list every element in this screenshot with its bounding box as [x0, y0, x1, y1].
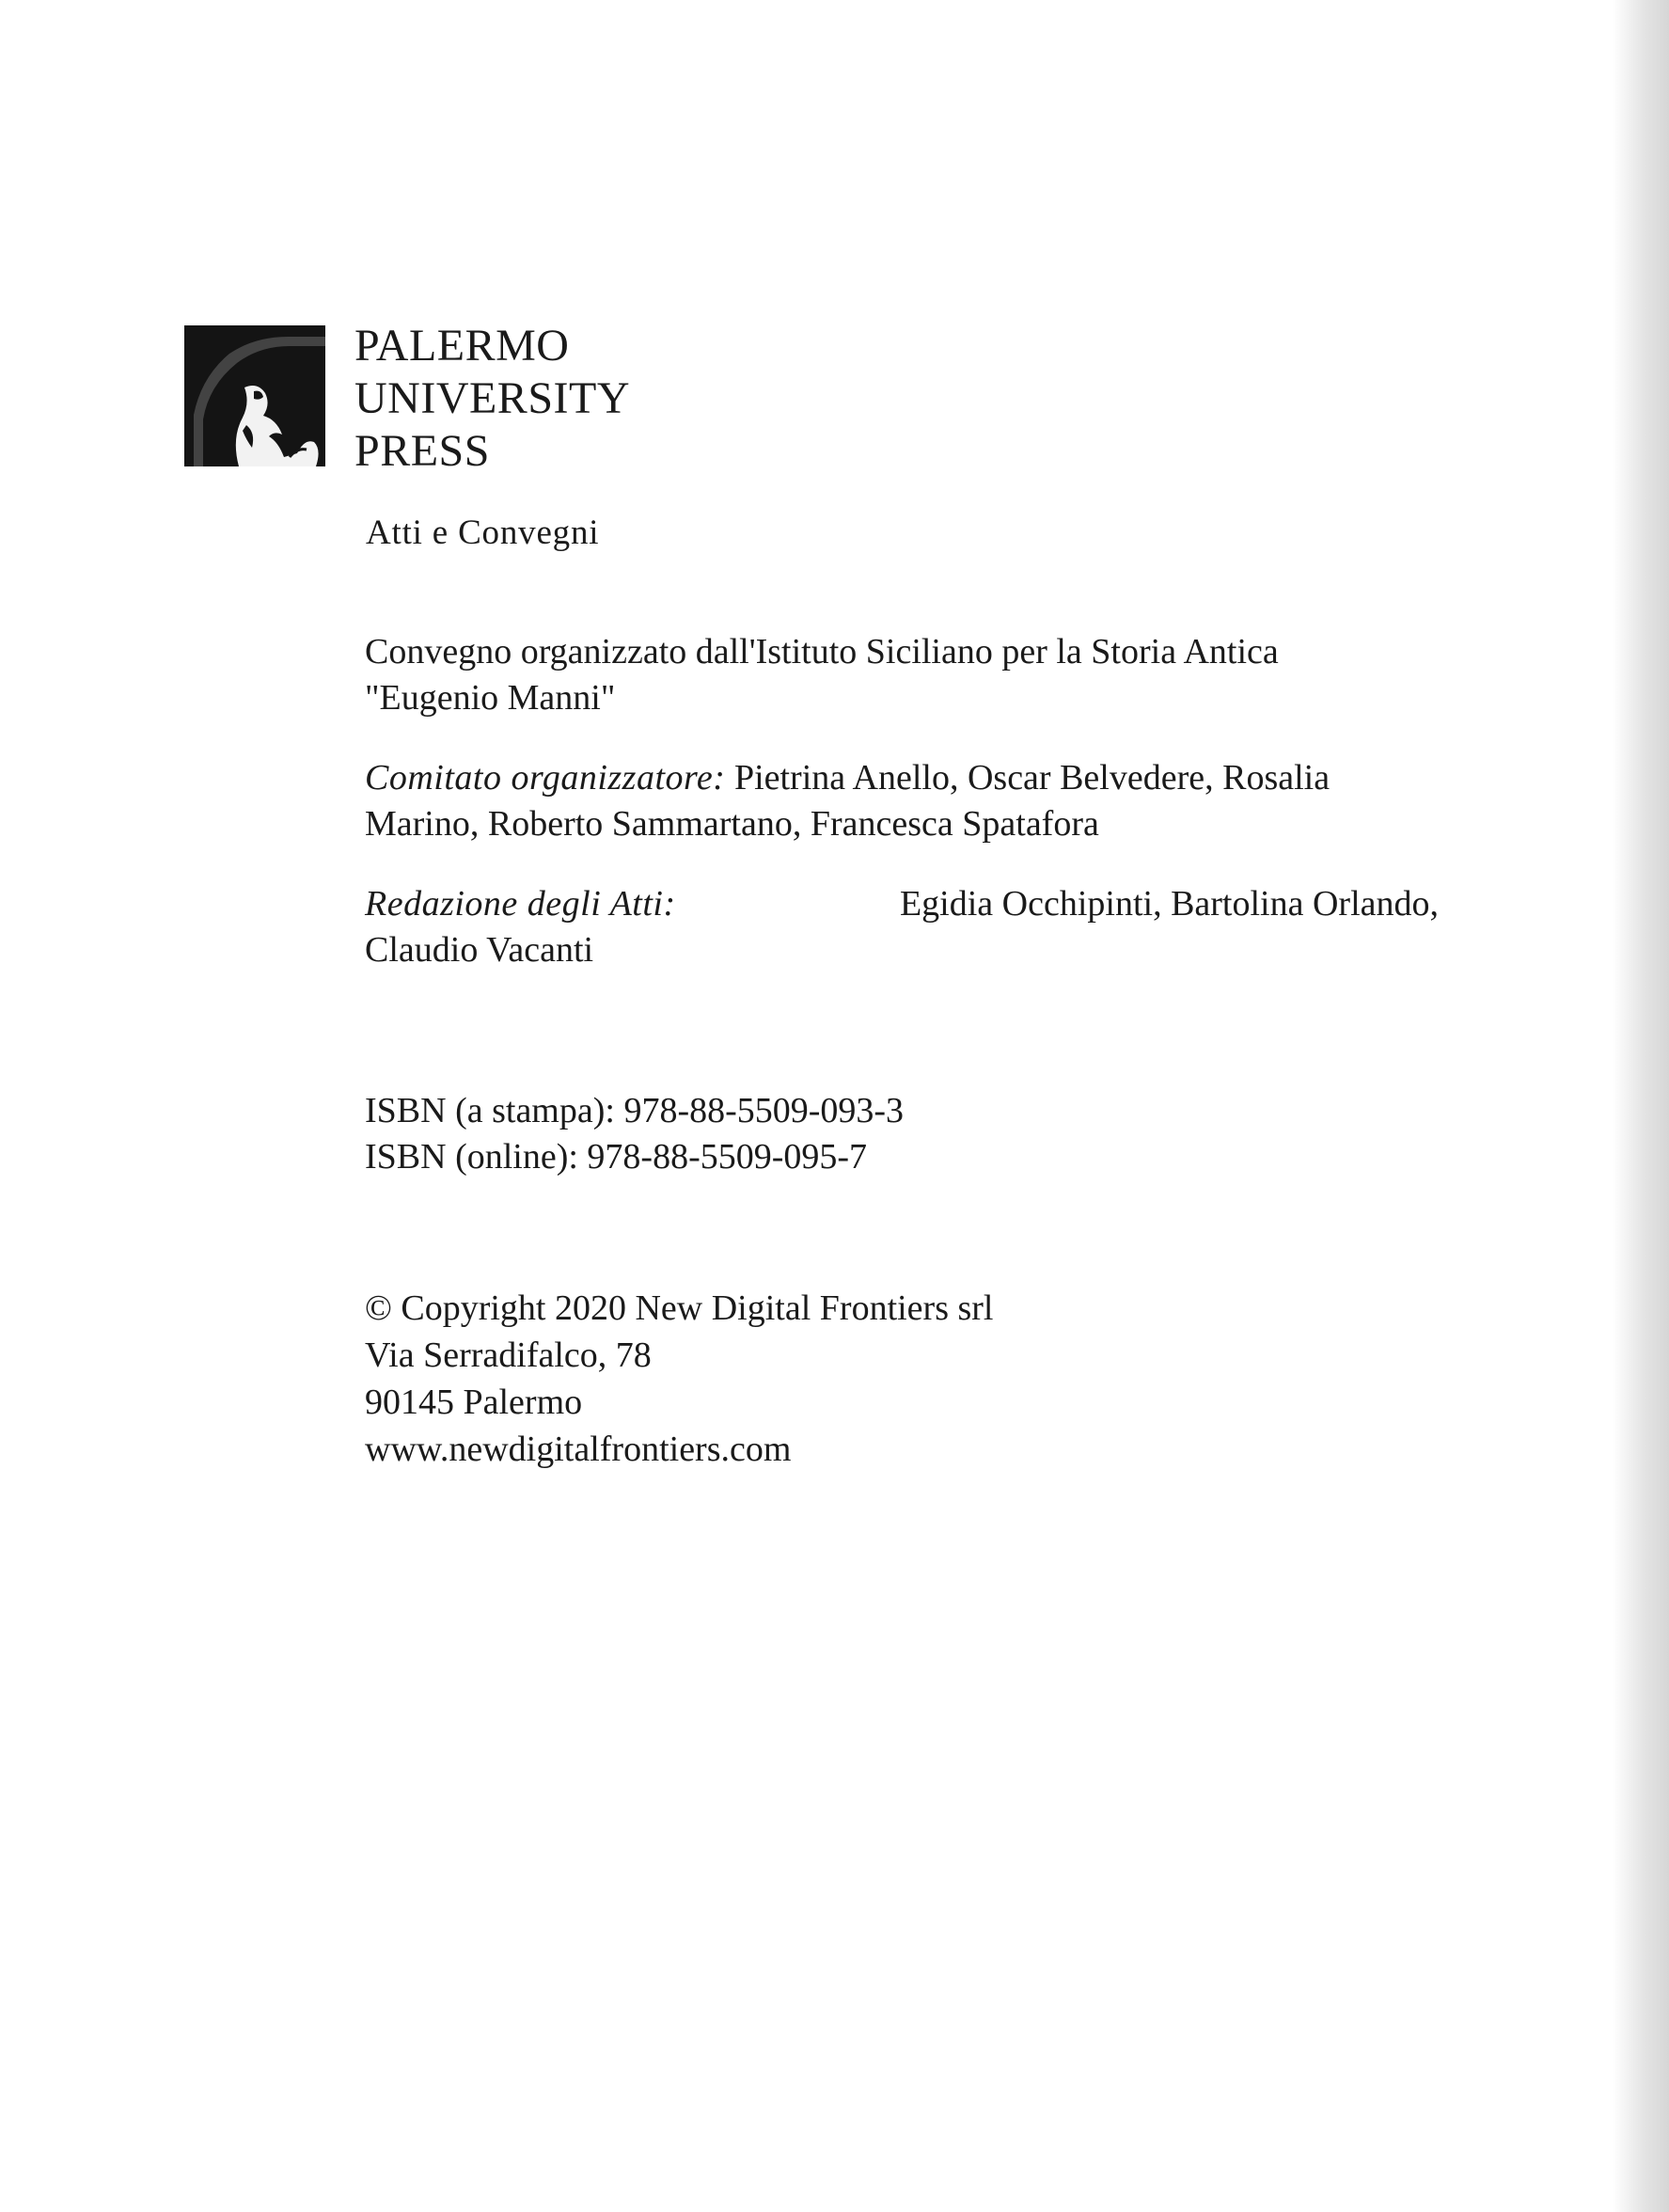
editing-names-continued: Claudio Vacanti — [365, 930, 594, 970]
committee-names: Pietrina Anello, Oscar Belvedere, Rosalia — [733, 758, 1330, 798]
press-name-line: UNIVERSITY — [354, 373, 630, 423]
copyright-line: © Copyright 2020 New Digital Frontiers srl — [365, 1288, 994, 1328]
copyright-block — [365, 1285, 994, 1473]
editorial-staff — [365, 881, 1439, 973]
committee-label: Comitato organizzatore: — [365, 758, 726, 798]
editing-names: Egidia Occhipinti, Bartolina Orlando, — [899, 884, 1439, 924]
isbn-online: ISBN (online): 978-88-5509-095-7 — [365, 1137, 868, 1177]
committee-names-continued: Marino, Roberto Sammartano, Francesca Spatafora — [365, 804, 1099, 844]
editing-label: Redazione degli Atti: — [365, 884, 676, 924]
isbn-print: ISBN (a stampa): 978-88-5509-093-3 — [365, 1091, 905, 1130]
address-city: 90145 Palermo — [365, 1382, 583, 1422]
panormitanae-seal-icon — [184, 325, 325, 466]
press-logo — [184, 325, 325, 466]
press-name — [354, 320, 630, 478]
series-title: Atti e Convegni — [366, 514, 600, 552]
page-edge-shadow — [1613, 0, 1669, 2212]
press-name-line: PRESS — [354, 426, 490, 476]
organizing-committee — [365, 755, 1439, 847]
conference-line: Convegno organizzato dall'Istituto Siciliano per la Storia Antica — [365, 632, 1279, 672]
address-street: Via Serradifalco, 78 — [365, 1335, 652, 1375]
press-name-line: PALERMO — [354, 321, 570, 371]
conference-line: "Eugenio Manni" — [365, 678, 616, 718]
isbn-block — [365, 1088, 904, 1180]
conference-description — [365, 629, 1439, 721]
publisher-website: www.newdigitalfrontiers.com — [365, 1430, 792, 1469]
